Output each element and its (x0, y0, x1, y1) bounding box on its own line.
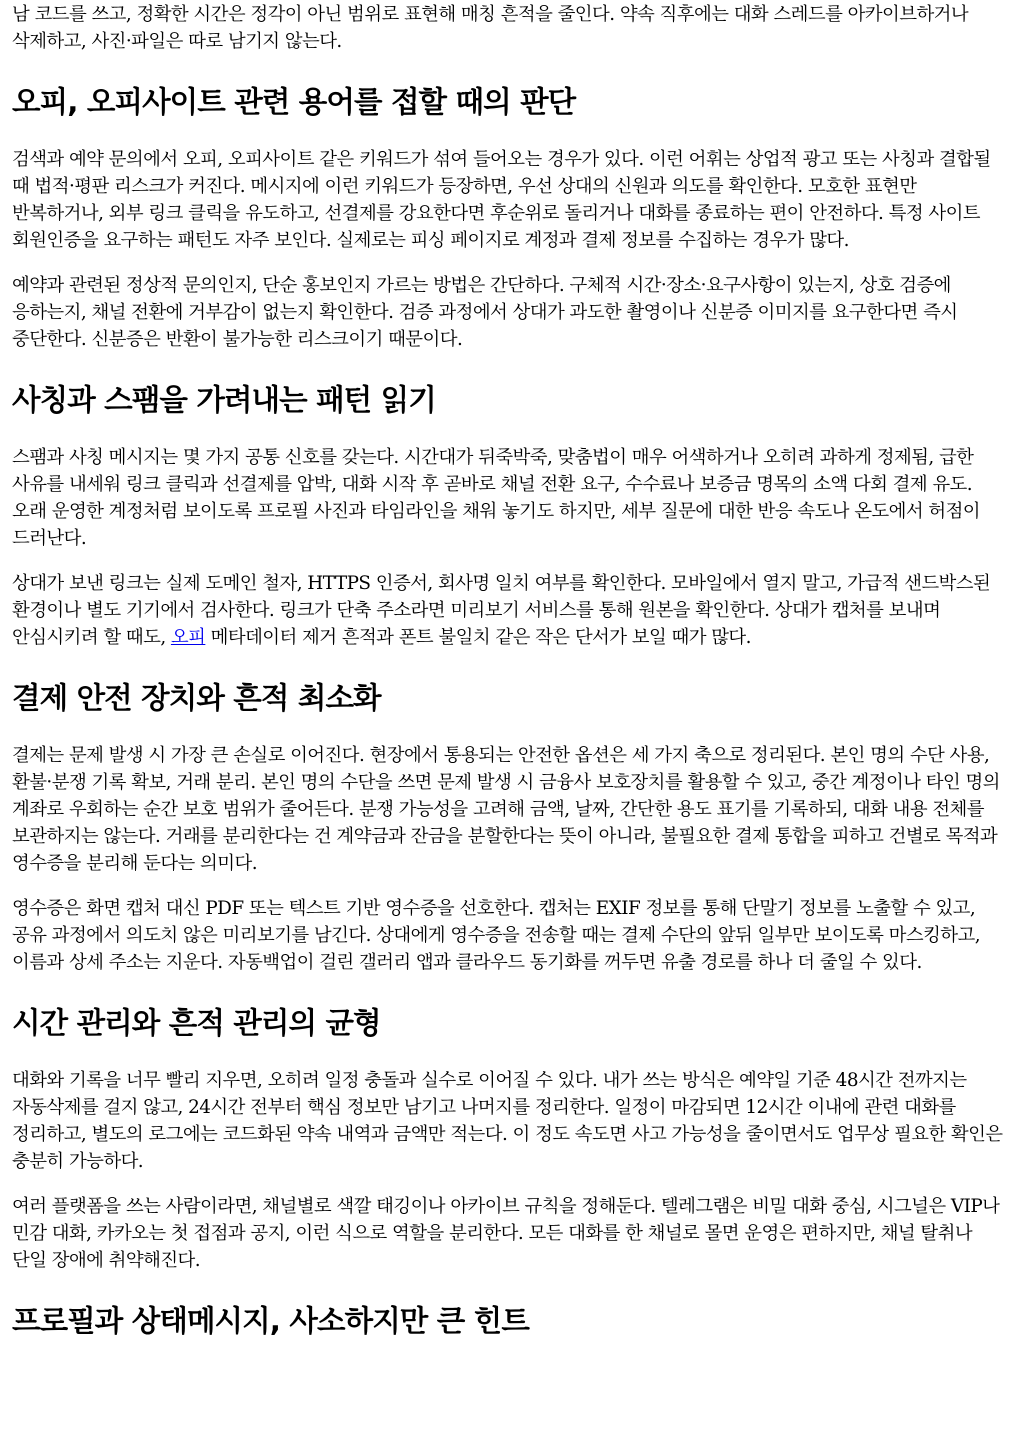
section-4-paragraph-2: 여러 플랫폼을 쓰는 사람이라면, 채널별로 색깔 태깅이나 아카이브 규칙을 정해둔다. 텔레그램은 비밀 대화 중심, 시그널은 VIP나 민감 대화, 카카오는 첫 접점과 공지, 이런 식으로 역할을 분리한다. 모든 대화를 한 채널로 몰면 운영은 편하지만, 채널 탈취나 단일 장애에 취약해진다. (12, 1196, 1000, 1271)
section-heading-spam-patterns: 사칭과 스팸을 가려내는 패턴 읽기 (12, 383, 436, 417)
section-heading-op-terms: 오피, 오피사이트 관련 용어를 접할 때의 판단 (12, 85, 576, 119)
section-heading-payment-safety: 결제 안전 장치와 흔적 최소화 (12, 681, 381, 715)
section-1-paragraph-1: 검색과 예약 문의에서 오피, 오피사이트 같은 키워드가 섞여 들어오는 경우가 있다. 이런 어휘는 상업적 광고 또는 사칭과 결합될 때 법적·평판 리스크가 커진다. 메시지에 이런 키워드가 등장하면, 우선 상대의 신원과 의도를 확인한다. 모호한 표현만 반복하거나, 외부 링크 클릭을 유도하고, 선결제를 강요한다면 후순위로 돌리거나 대화를 종료하는 편이 안전하다. 특정 사이트 회원인증을 요구하는 패턴도 자주 보인다. 실제로는 피싱 페이지로 계정과 결제 정보를 수집하는 경우가 많다. (12, 149, 991, 251)
section-3-paragraph-2: 영수증은 화면 캡처 대신 PDF 또는 텍스트 기반 영수증을 선호한다. 캡처는 EXIF 정보를 통해 단말기 정보를 노출할 수 있고, 공유 과정에서 의도치 않은 미리보기를 남긴다. 상대에게 영수증을 전송할 때는 결제 수단의 앞뒤 일부만 보이도록 마스킹하고, 이름과 상세 주소는 지운다. 자동백업이 걸린 갤러리 앱과 클라우드 동기화를 꺼두면 유출 경로를 하나 더 줄일 수 있다. (12, 898, 981, 973)
section-heading-profile-status: 프로필과 상태메시지, 사소하지만 큰 힌트 (12, 1304, 529, 1338)
intro-paragraph: 남 코드를 쓰고, 정확한 시간은 정각이 아닌 범위로 표현해 매칭 흔적을 줄인다. 약속 직후에는 대화 스레드를 아카이브하거나 삭제하고, 사진·파일은 따로 남기지 않는다. (12, 4, 969, 52)
article (12, 0, 1010, 1341)
section-heading-time-management: 시간 관리와 흔적 관리의 균형 (12, 1006, 381, 1040)
paragraph-text-before-link: 상대가 보낸 링크는 실제 도메인 철자, HTTPS 인증서, 회사명 일치 여부를 확인한다. 모바일에서 열지 말고, 가급적 샌드박스된 환경이나 별도 기기에서 검사한다. 링크가 단축 주소라면 미리보기 서비스를 통해 원본을 확인한다. 상대가 캡처를 보내며 안심시키려 할 때도, (12, 573, 991, 648)
paragraph-text-after-link: 메타데이터 제거 흔적과 폰트 불일치 같은 작은 단서가 보일 때가 많다. (205, 627, 751, 648)
section-2-paragraph-1: 스팸과 사칭 메시지는 몇 가지 공통 신호를 갖는다. 시간대가 뒤죽박죽, 맞춤법이 매우 어색하거나 오히려 과하게 정제됨, 급한 사유를 내세워 링크 클릭과 선결제를 압박, 대화 시작 후 곧바로 채널 전환 요구, 수수료나 보증금 명목의 소액 다회 결제 유도. 오래 운영한 계정처럼 보이도록 프로필 사진과 타임라인을 채워 놓기도 하지만, 세부 질문에 대한 반응 속도나 온도에서 허점이 드러난다. (12, 447, 981, 549)
section-2-paragraph-2 (12, 570, 1010, 651)
section-3-paragraph-1: 결제는 문제 발생 시 가장 큰 손실로 이어진다. 현장에서 통용되는 안전한 옵션은 세 가지 축으로 정리된다. 본인 명의 수단 사용, 환불·분쟁 기록 확보, 거래 분리. 본인 명의 수단을 쓰면 문제 발생 시 금융사 보호장치를 활용할 수 있고, 중간 계정이나 타인 명의 계좌로 우회하는 순간 보호 범위가 줄어든다. 분쟁 가능성을 고려해 금액, 날짜, 간단한 용도 표기를 기록하되, 대화 내용 전체를 보관하지는 않는다. 거래를 분리한다는 건 계약금과 잔금을 분할한다는 뜻이 아니라, 불필요한 결제 통합을 피하고 건별로 목적과 영수증을 분리해 둔다는 의미다. (12, 745, 1000, 874)
section-4-paragraph-1: 대화와 기록을 너무 빨리 지우면, 오히려 일정 충돌과 실수로 이어질 수 있다. 내가 쓰는 방식은 예약일 기준 48시간 전까지는 자동삭제를 걸지 않고, 24시간 전부터 핵심 정보만 남기고 나머지를 정리한다. 일정이 마감되면 12시간 이내에 관련 대화를 정리하고, 별도의 로그에는 코드화된 약속 내역과 금액만 적는다. 이 정도 속도면 사고 가능성을 줄이면서도 업무상 필요한 확인은 충분히 가능하다. (12, 1070, 1003, 1172)
section-1-paragraph-2: 예약과 관련된 정상적 문의인지, 단순 홍보인지 가르는 방법은 간단하다. 구체적 시간·장소·요구사항이 있는지, 상호 검증에 응하는지, 채널 전환에 거부감이 없는지 확인한다. 검증 과정에서 상대가 과도한 촬영이나 신분증 이미지를 요구한다면 즉시 중단한다. 신분증은 반환이 불가능한 리스크이기 때문이다. (12, 275, 958, 350)
op-link[interactable]: 오피 (170, 627, 206, 648)
